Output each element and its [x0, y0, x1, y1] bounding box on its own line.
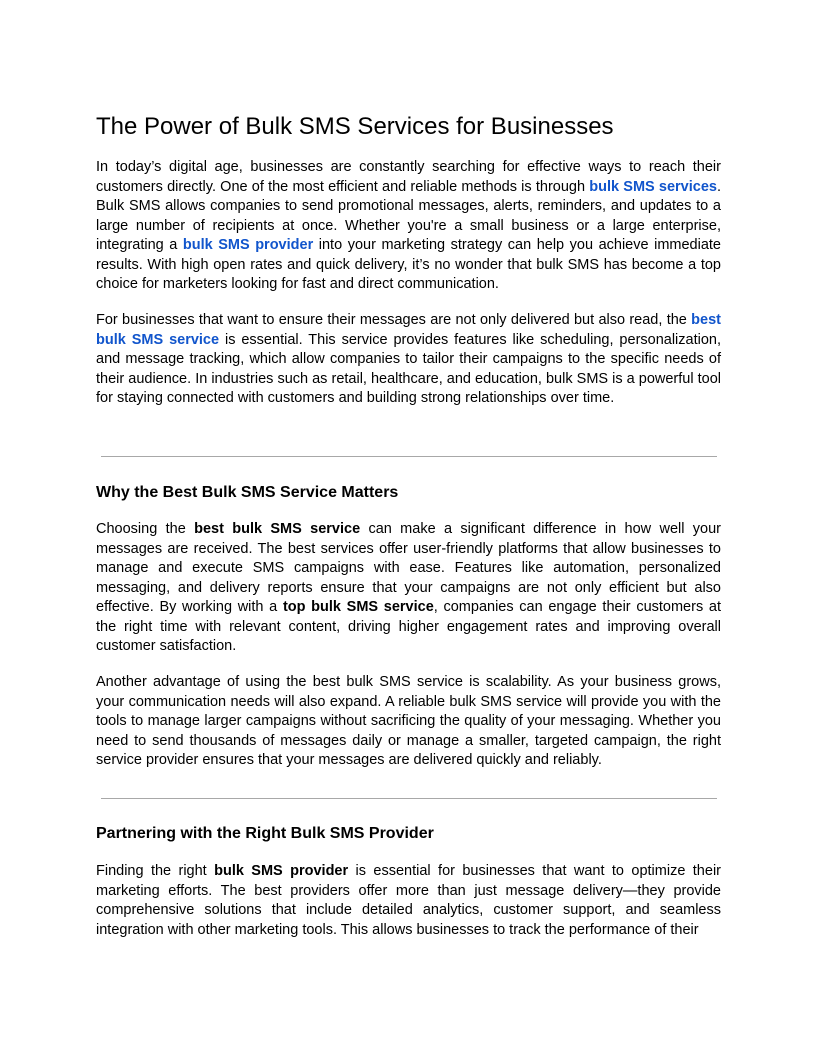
best-bulk-sms-service-link[interactable]: best bulk SMS service — [96, 312, 721, 348]
section2-paragraph-1: Finding the right bulk SMS provider is essential for businesses that want to optimize their marketing efforts. The best providers offer more than just message delivery—they provide comprehensive solutions that include detailed analytics, customer support, and seamless integration with other marketing tools. This allows businesses to track the performance of their — [96, 863, 721, 938]
emphasis-best-bulk-sms-service: best bulk SMS service — [194, 521, 361, 537]
intro-paragraph-1: In today’s digital age, businesses are constantly searching for effective ways to reach their customers directly. One of the most efficient and reliable methods is through bulk SMS services. Bulk SMS allows companies to send promotional messages, alerts, reminders, and updates to a large number of recipients at once. Whether you're a small business or a large enterprise, integrating a bulk SMS provider into your marketing strategy can help you achieve immediate results. With high open rates and quick delivery, it’s no wonder that bulk SMS has become a top choice for marketers looking for fast and direct communication. — [96, 159, 721, 292]
section1-paragraph-1: Choosing the best bulk SMS service can make a significant difference in how well your messages are received. The best services offer user-friendly platforms that allow businesses to manage and execute SMS campaigns with ease. Features like automation, personalized messaging, and delivery reports ensure that your campaigns are not only efficient but also effective. By working with a top bulk SMS service, companies can engage their customers at the right time with relevant content, driving higher engagement rates and improving overall customer satisfaction. — [96, 521, 722, 654]
document-title: The Power of Bulk SMS Services for Businesses — [96, 113, 614, 140]
intro-paragraph-2: For businesses that want to ensure their messages are not only delivered but also read, the best bulk SMS service is essential. This service provides features like scheduling, personalization, and message tracking, which allow companies to tailor their campaigns to the specific needs of their audience. In industries such as retail, healthcare, and education, bulk SMS is a powerful tool for staying connected with customers and building strong relationships over time. — [96, 312, 721, 406]
section-divider-1 — [101, 456, 717, 457]
emphasis-bulk-sms-provider: bulk SMS provider — [214, 863, 349, 879]
section-divider-2 — [101, 798, 717, 799]
bulk-sms-services-link[interactable]: bulk SMS services — [589, 178, 717, 195]
section-heading-why-best: Why the Best Bulk SMS Service Matters — [96, 484, 399, 501]
section-heading-partnering: Partnering with the Right Bulk SMS Provider — [96, 825, 434, 842]
emphasis-top-bulk-sms-service: top bulk SMS service — [282, 599, 434, 615]
bulk-sms-provider-link[interactable]: bulk SMS provider — [182, 237, 314, 253]
section1-paragraph-2: Another advantage of using the best bulk SMS service is scalability. As your business grows, your communication needs will also expand. A reliable bulk SMS service will provide you with the tools to manage larger campaigns without sacrificing the quality of your messaging. Whether you need to send thousands of messages daily or manage a smaller, targeted campaign, the right service provider ensures that your messages are delivered quickly and reliably. — [96, 674, 721, 768]
